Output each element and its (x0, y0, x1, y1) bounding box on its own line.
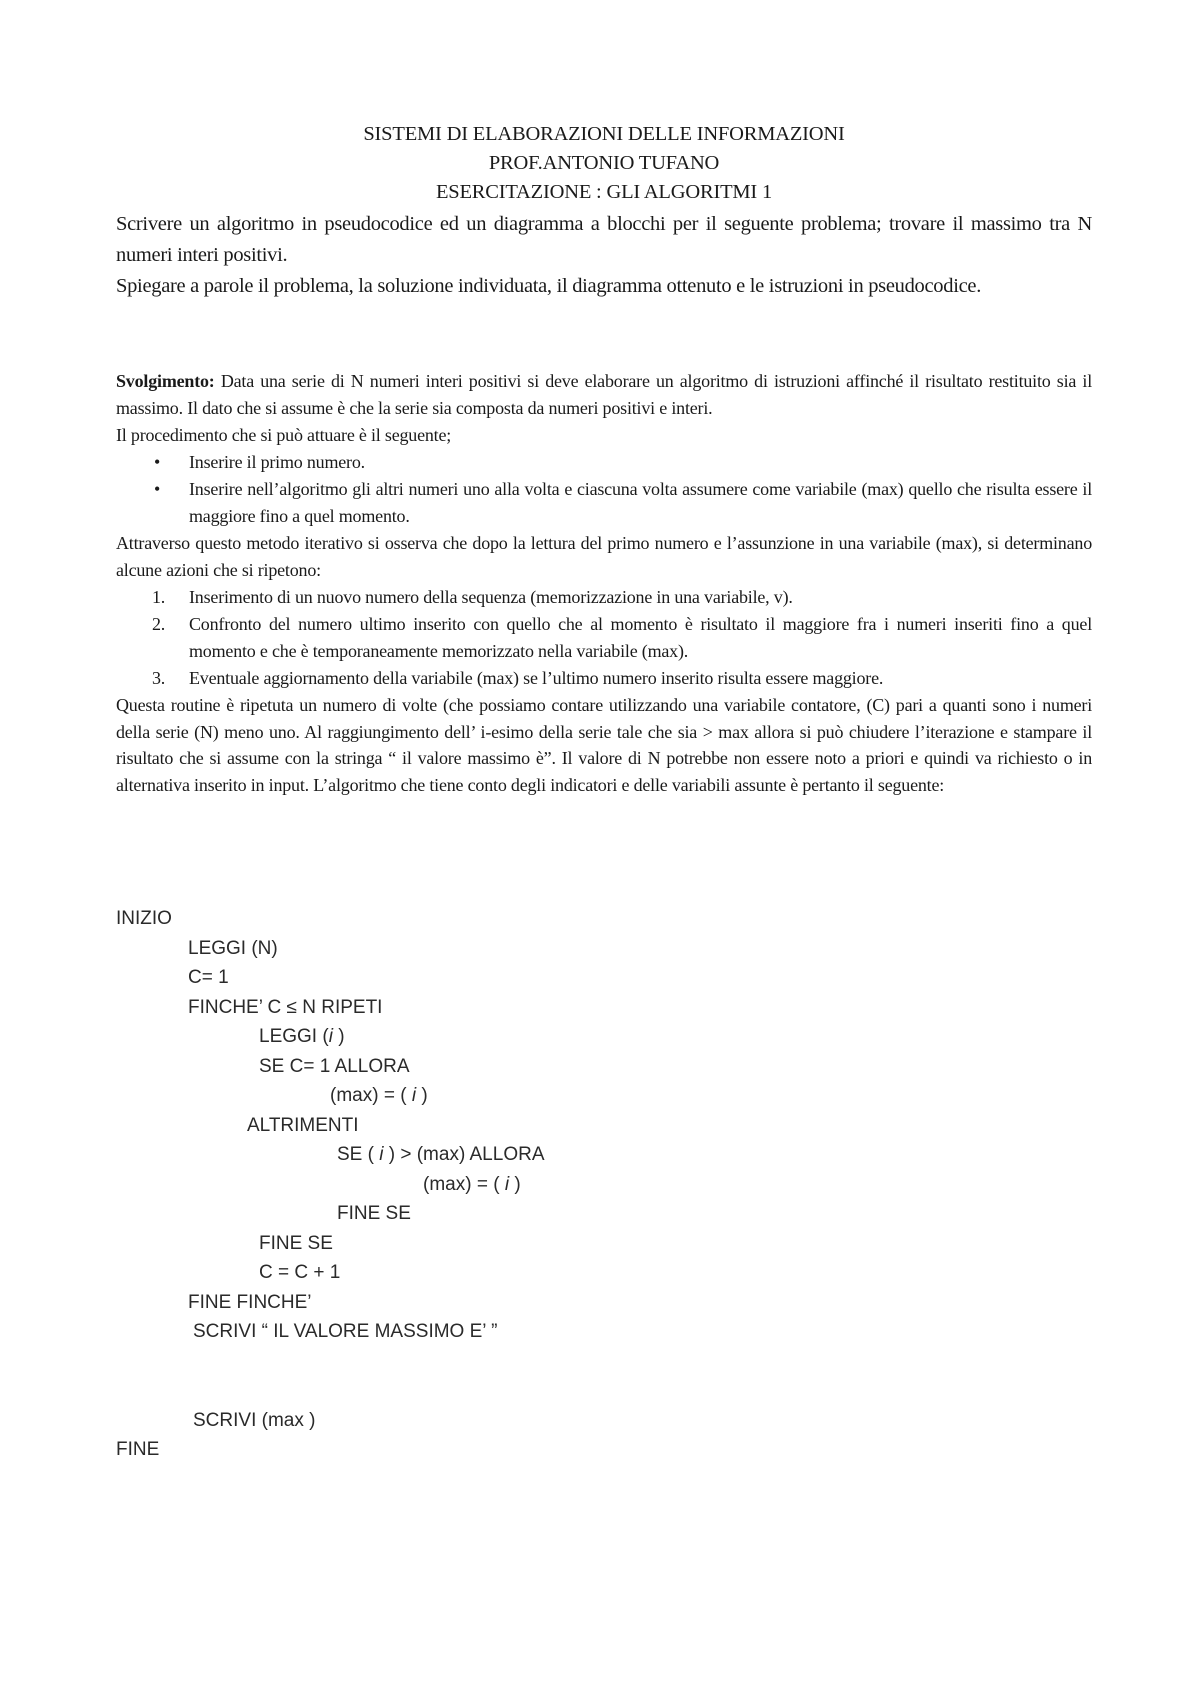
variable-i: i (379, 1144, 384, 1165)
variable-i: i (328, 1026, 333, 1047)
exercise-title: ESERCITAZIONE : GLI ALGORITMI 1 (435, 181, 773, 203)
code-line (116, 1170, 545, 1200)
code-line: SCRIVI “ IL VALORE MASSIMO E’ ” (193, 1321, 498, 1342)
solution-label: Svolgimento: (116, 371, 215, 391)
assignment-text (116, 209, 1092, 302)
list-item (116, 584, 1092, 611)
document-header (116, 120, 1092, 207)
code-line: FINCHE’ C ≤ N RIPETI (188, 996, 383, 1018)
variable-i: i (504, 1173, 510, 1195)
bullet-marker: • (154, 452, 161, 472)
pseudocode-block (116, 904, 545, 1465)
solution-section (116, 368, 1092, 798)
code-line: FINE SE (337, 1203, 411, 1224)
code-text: ) (509, 1173, 521, 1195)
step-number: 2. (152, 614, 166, 634)
steps-list (116, 584, 1092, 692)
code-line: C = C + 1 (259, 1262, 341, 1283)
code-text: (max) = ( (423, 1173, 505, 1195)
code-text: LEGGI ( (259, 1026, 329, 1047)
code-line: SE C= 1 ALLORA (259, 1055, 410, 1077)
code-line (116, 1081, 545, 1111)
code-line: FINE FINCHE’ (188, 1291, 312, 1313)
blank-line (116, 1376, 545, 1406)
procedure-bullet-list (116, 449, 1092, 530)
code-line: LEGGI (N) (188, 937, 278, 959)
code-text: ) > (max) ALLORA (383, 1144, 545, 1165)
list-item-text: Inserire il primo numero. (189, 452, 365, 472)
code-text: SE ( (337, 1144, 380, 1165)
list-item-text: Inserimento di un nuovo numero della sequenza (memorizzazione in una variabile, v). (189, 587, 793, 607)
list-item (116, 611, 1092, 665)
list-item-text: Inserire nell’algoritmo gli altri numeri uno alla volta e ciascuna volta assumere come variabile (max) quello che risulta essere il maggiore fino a quel momento. (189, 479, 1092, 526)
code-line (116, 1140, 545, 1170)
iteration-paragraph: Attraverso questo metodo iterativo si osserva che dopo la lettura del primo numero e l’assunzione in una variabile (max), si determinano alcune azioni che si ripetono: (116, 533, 1092, 580)
list-item (116, 449, 1092, 476)
routine-paragraph: Questa routine è ripetuta un numero di volte (che possiamo contare utilizzando una variabile contatore, (C) pari a quanti sono i numeri della serie (N) meno uno. Al raggiungimento dell’ i-esimo della serie tale che sia > max allora si può chiudere l’iterazione e stampare il risultato che si assume con la stringa “ il valore massimo è”. Il valore di N potrebbe non essere noto a priori e quindi va richiesto o in alternativa inserito in input. L’algoritmo che tiene conto degli indicatori e delle variabili assunte è pertanto il seguente: (116, 695, 1092, 795)
assignment-paragraph: Spiegare a parole il problema, la soluzione individuata, il diagramma ottenuto e le istruzioni in pseudocodice. (116, 275, 982, 297)
step-number: 1. (152, 587, 166, 607)
list-item (116, 665, 1092, 692)
solution-intro (116, 368, 1092, 422)
assignment-paragraph: Scrivere un algoritmo in pseudocodice ed un diagramma a blocchi per il seguente problema; trovare il massimo tra N numeri interi positivi. (116, 213, 1092, 266)
code-text: (max) = ( (330, 1085, 412, 1106)
list-item-text: Eventuale aggiornamento della variabile (max) se l’ultimo numero inserito risulta essere maggiore. (189, 668, 884, 688)
variable-i: i (411, 1085, 417, 1106)
code-text: ) (332, 1026, 345, 1047)
list-item-text: Confronto del numero ultimo inserito con quello che al momento è risultato il maggiore fra i numeri inseriti fino a quel momento e che è temporaneamente memorizzato nella variabile (max). (189, 614, 1092, 661)
bullet-marker: • (154, 479, 161, 499)
code-line: INIZIO (116, 908, 172, 929)
blank-line (116, 1347, 545, 1377)
procedure-intro: Il procedimento che si può attuare è il seguente; (116, 425, 452, 445)
code-line: C= 1 (188, 967, 229, 988)
solution-intro-text: Data una serie di N numeri interi positivi si deve elaborare un algoritmo di istruzioni affinché il risultato restituito sia il massimo. Il dato che si assume è che la serie sia composta da numeri positivi e interi. (116, 371, 1092, 418)
code-line: FINE SE (259, 1232, 333, 1254)
code-line (116, 1022, 545, 1052)
code-line: ALTRIMENTI (247, 1114, 359, 1136)
code-text: ) (416, 1085, 428, 1106)
professor-name: PROF.ANTONIO TUFANO (488, 152, 720, 174)
step-number: 3. (152, 668, 166, 688)
list-item (116, 476, 1092, 530)
course-title: SISTEMI DI ELABORAZIONI DELLE INFORMAZIONI (363, 123, 845, 145)
code-line: SCRIVI (max ) (193, 1409, 316, 1431)
code-line: FINE (116, 1439, 160, 1460)
